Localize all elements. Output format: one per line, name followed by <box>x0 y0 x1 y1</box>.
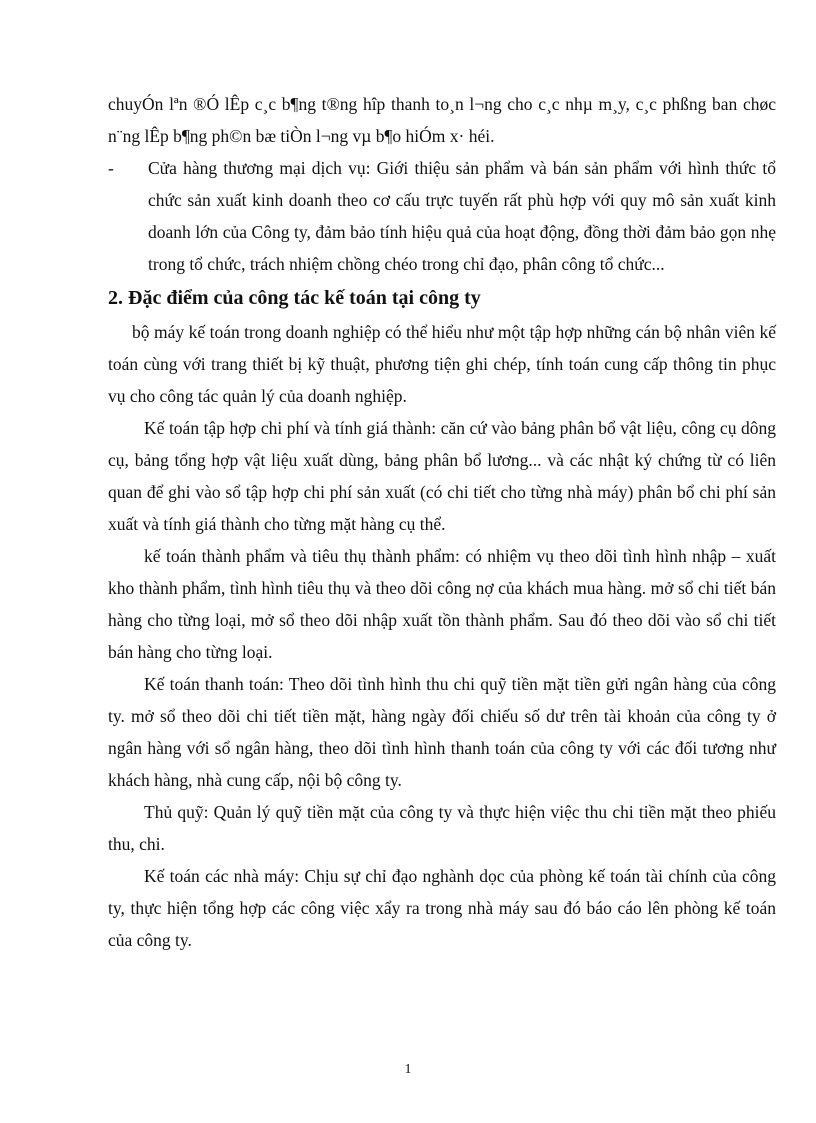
page-body <box>108 88 776 956</box>
section-heading: 2. Đặc điểm của công tác kế toán tại công ty <box>108 287 481 309</box>
bullet-text: Cửa hàng thương mại dịch vụ: Giới thiệu sản phẩm và bán sản phẩm với hình thức tổ chức sản xuất kinh doanh theo cơ cấu trực tuyến rất phù hợp với quy mô sản xuất kinh doanh lớn của Công ty, đảm bảo tính hiệu quả của hoạt động, đồng thời đảm bảo gọn nhẹ trong tổ chức, trách nhiệm chồng chéo trong chỉ đạo, phân công tổ chức... <box>148 158 776 274</box>
paragraph-cost-accounting: Kế toán tập hợp chi phí và tính giá thành: căn cứ vào bảng phân bổ vật liệu, công cụ dông cụ, bảng tổng hợp vật liệu xuất dùng, bảng phân bổ lương... và các nhật ký chứng từ có liên quan để ghi vào sổ tập hợp chi phí sản xuất (có chi tiết cho từng nhà máy) phân bổ chi phí sản xuất và tính giá thành cho từng mặt hàng cụ thể. <box>108 418 776 534</box>
paragraph-payment: Kế toán thanh toán: Theo dõi tình hình thu chi quỹ tiền mặt tiền gửi ngân hàng của công ty. mở sổ theo dõi chi tiết tiền mặt, hàng ngày đối chiếu số dư trên tài khoản của công ty ở ngân hàng với sổ ngân hàng, theo dõi tình hình thanh toán của công ty với các đối tương như khách hàng, nhà cung cấp, nội bộ công ty. <box>108 674 776 790</box>
page-number: 1 <box>404 1062 412 1077</box>
paragraph-finished-goods: kế toán thành phẩm và tiêu thụ thành phẩm: có nhiệm vụ theo dõi tình hình nhập – xuất kho thành phẩm, tình hình tiêu thụ và theo dõi công nợ của khách mua hàng. mở sổ chi tiết bán hàng cho từng loại, mở sổ theo dõi nhập xuất tồn thành phẩm. Sau đó theo dõi vào sổ chi tiết bán hàng cho từng loại. <box>108 546 776 662</box>
bullet-item <box>108 152 776 280</box>
paragraph-intro: bộ máy kế toán trong doanh nghiệp có thể hiểu như một tập hợp những cán bộ nhân viên kế toán cùng với trang thiết bị kỹ thuật, phương tiện ghi chép, tính toán cung cấp thông tin phục vụ cho công tác quản lý của doanh nghiệp. <box>108 322 776 406</box>
bullet-dash: - <box>108 158 114 178</box>
paragraph-cashier: Thủ quỹ: Quản lý quỹ tiền mặt của công ty và thực hiện việc thu chi tiền mặt theo phiếu thu, chi. <box>108 802 776 854</box>
paragraph-continued: chuyÓn lªn ®Ó lÊp c¸c b¶ng t®ng hîp thanh to¸n l¬ng cho c¸c nhµ m¸y, c¸c phßng ban chøc n¨ng lÊp b¶ng ph©n bæ tiÒn l¬ng vµ b¶o hiÓm x· héi. <box>108 94 776 146</box>
paragraph-factory-accounting: Kế toán các nhà máy: Chịu sự chỉ đạo nghành dọc của phòng kế toán tài chính của công ty, thực hiện tổng hợp các công việc xẩy ra trong nhà máy sau đó báo cáo lên phòng kế toán của công ty. <box>108 866 776 950</box>
